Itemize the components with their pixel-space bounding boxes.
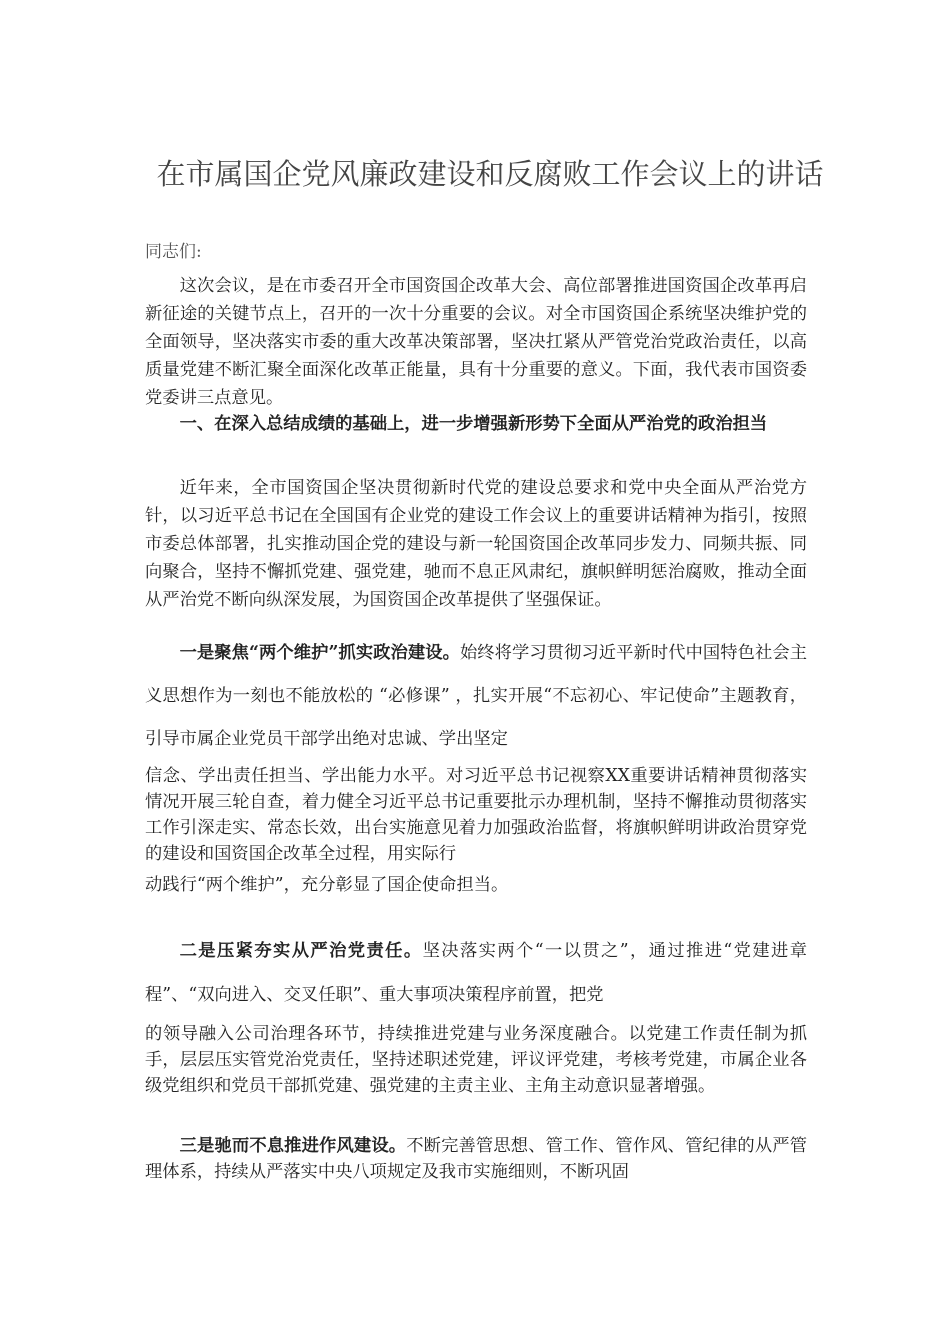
section-1-paragraph: 近年来，全市国资国企坚决贯彻新时代党的建设总要求和党中央全面从严治党方针，以习近平总书记在全国国有企业党的建设工作会议上的重要讲话精神为指引，按照市委总体部署，扎实推动国企党的建设与新一轮国资国企改革同步发力、同频共振、同向聚合，坚持不懈抓党建、强党建，驰而不息正风肃纪，旗帜鲜明惩治腐败，推动全面从严治党不断向纵深发展，为国资国企改革提供了坚强保证。 <box>145 478 807 610</box>
point-1-lead: 一是聚焦“两个维护”抓实政治建设。 <box>179 643 460 663</box>
point-1-paragraph <box>145 632 807 761</box>
section-1-heading: 一、在深入总结成绩的基础上，进一步增强新形势下全面从严治党的政治担当 <box>179 414 768 434</box>
point-3-paragraph <box>145 1133 807 1185</box>
point-2-lead: 二是压紧夯实从严治党责任。 <box>179 941 423 961</box>
intro-paragraph: 这次会议，是在市委召开全市国资国企改革大会、高位部署推进国资国企改革再启新征途的关键节点上，召开的一次十分重要的会议。对全市国资国企系统坚决维护党的全面领导，坚决落实市委的重大改革决策部署，坚决扛紧从严管党治党政治责任，以高质量党建不断汇聚全面深化改革正能量，具有十分重要的意义。下面，我代表市国资委党委讲三点意见。 <box>145 276 807 408</box>
point-1-paragraph-end: 动践行“两个维护”，充分彰显了国企使命担当。 <box>145 875 509 895</box>
point-3-text: 不断完善管思想、管工作、管作风、管纪律的从严管理体系，持续从严落实中央八项规定及我市实施细则，不断巩固 <box>145 1136 807 1182</box>
point-2-text: 坚决落实两个“一以贯之”，通过推进“党建进章程”、“双向进入、交叉任职”、重大事项决策程序前置，把党 <box>145 941 807 1005</box>
point-1-paragraph-continued: 信念、学出责任担当、学出能力水平。对习近平总书记视察XX重要讲话精神贯彻落实情况开展三轮自查，着力健全习近平总书记重要批示办理机制，坚持不懈推动贯彻落实工作引深走实、常态长效，出台实施意见着力加强政治监督，将旗帜鲜明讲政治贯穿党的建设和国资国企改革全过程，用实际行 <box>145 766 807 864</box>
salutation: 同志们: <box>145 242 202 262</box>
point-2-paragraph-continued: 的领导融入公司治理各环节，持续推进党建与业务深度融合。以党建工作责任制为抓手，层层压实管党治党责任，坚持述职述党建，评议评党建，考核考党建，市属企业各级党组织和党员干部抓党建、强党建的主责主业、主角主动意识显著增强。 <box>145 1024 807 1096</box>
point-3-lead: 三是驰而不息推进作风建设。 <box>179 1136 407 1156</box>
point-2-paragraph <box>145 929 807 1017</box>
document-title: 在市属国企党风廉政建设和反腐败工作会议上的讲话 <box>156 157 824 191</box>
point-1-text: 始终将学习贯彻习近平新时代中国特色社会主义思想作为一刻也不能放松的 “必修课” ，扎实开展“不忘初心、牢记使命”主题教育，引导市属企业党员干部学出绝对忠诚、学出坚定 <box>145 643 807 749</box>
